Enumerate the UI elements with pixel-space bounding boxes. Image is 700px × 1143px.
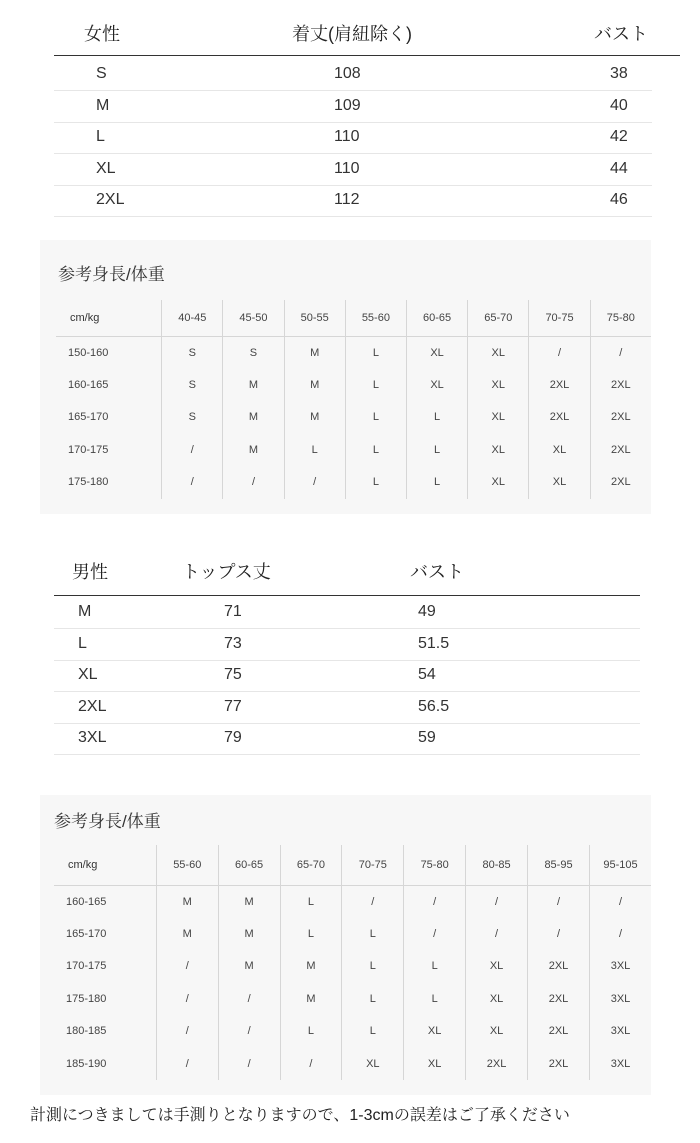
men-cell: 79 (224, 729, 242, 746)
men_ref-size-cell: M (156, 885, 218, 918)
women_ref-size-cell: 2XL (611, 443, 631, 456)
men-cell: 54 (418, 666, 436, 683)
men-size-row (54, 692, 640, 724)
men_ref-size-cell: / (404, 885, 466, 918)
women_ref-size-cell: / (619, 346, 623, 359)
men_ref-size-cell: M (218, 885, 280, 918)
women_ref-col-header: 70-75 (529, 300, 590, 336)
women_ref-col-header: 55-60 (345, 300, 406, 336)
men_ref-size-cell: / (618, 895, 623, 908)
women-size-row (54, 122, 652, 154)
women_ref-size-cell: S (162, 369, 223, 402)
men_ref-row-label: 185-190 (54, 1048, 156, 1081)
women_ref-size-cell: / (284, 466, 345, 499)
men_ref-col-header: 80-85 (466, 845, 528, 885)
women-reference-panel (40, 240, 651, 514)
women_ref-col-header: 75-80 (590, 300, 651, 336)
men-reference-panel (40, 795, 651, 1095)
men-size-row (54, 723, 640, 755)
women_ref-size-cell: XL (468, 336, 529, 369)
women_ref-grid-row (56, 336, 651, 369)
men_ref-size-cell: 2XL (466, 1048, 528, 1081)
men_ref-size-cell: 3XL (610, 992, 631, 1005)
women_ref-row-label: 175-180 (56, 466, 162, 499)
women-size-row (54, 59, 652, 91)
men_ref-size-cell: / (218, 1048, 280, 1081)
men_ref-size-cell: XL (466, 950, 528, 983)
men_ref-grid-row (54, 983, 651, 1016)
women_ref-size-cell: XL (468, 369, 529, 402)
men-size-row (54, 629, 640, 661)
women_ref-size-cell: L (406, 401, 467, 434)
men_ref-size-cell: 2XL (528, 1015, 590, 1048)
women-header-length: 着丈(肩紐除く) (292, 24, 412, 44)
men_ref-col-header: 95-105 (590, 845, 652, 885)
men_ref-corner-label: cm/kg (54, 845, 156, 885)
women-size-row (54, 185, 652, 217)
men_ref-size-cell: 2XL (528, 950, 590, 983)
women_ref-size-cell: M (284, 336, 345, 369)
men_ref-size-cell: 3XL (610, 960, 631, 973)
men_ref-size-cell: XL (404, 1048, 466, 1081)
women-header-divider (54, 55, 680, 56)
men_ref-size-cell: 3XL (610, 1057, 631, 1070)
women-cell: S (96, 65, 107, 82)
men_ref-grid-row (54, 950, 651, 983)
men_ref-row-label: 175-180 (54, 983, 156, 1016)
women_ref-size-cell: M (284, 401, 345, 434)
women-cell: 38 (610, 65, 628, 82)
men-cell: 73 (224, 634, 242, 652)
women_ref-row-label: 165-170 (56, 401, 162, 434)
men_ref-size-cell: M (280, 950, 342, 983)
women-cell: 42 (610, 128, 628, 145)
men-header-bust: バスト (410, 562, 464, 582)
women_ref-size-cell: / (162, 466, 223, 499)
men_ref-row-label: 170-175 (54, 950, 156, 983)
men_ref-size-cell: / (218, 1015, 280, 1048)
women_ref-size-cell: L (406, 466, 467, 499)
men_ref-size-cell: / (280, 1048, 342, 1081)
women_ref-corner-label: cm/kg (56, 300, 162, 336)
men_ref-size-cell: L (342, 950, 404, 983)
women_ref-size-cell: L (345, 401, 406, 434)
women_ref-size-cell: L (345, 434, 406, 467)
women_ref-size-cell: 2XL (529, 369, 590, 402)
men_ref-size-cell: 3XL (610, 1025, 631, 1038)
men_ref-size-cell: XL (342, 1048, 404, 1081)
women_ref-grid-row (56, 401, 651, 434)
men_ref-size-cell: M (218, 918, 280, 951)
men_ref-size-cell: 2XL (528, 983, 590, 1016)
women_ref-row-label: 170-175 (56, 434, 162, 467)
women_ref-col-header: 65-70 (468, 300, 529, 336)
men-header-size: 男性 (72, 562, 108, 582)
men_ref-size-cell: L (404, 950, 466, 983)
men_ref-size-cell: / (342, 885, 404, 918)
women-cell: 110 (334, 159, 360, 177)
men-cell: 2XL (78, 697, 107, 715)
men_ref-grid-row (54, 918, 651, 951)
men-cell: 77 (224, 697, 242, 715)
women_ref-size-cell: 2XL (611, 411, 631, 424)
men-reference-grid (54, 845, 651, 1080)
women-cell: 46 (610, 191, 628, 208)
women_ref-size-cell: M (223, 401, 284, 434)
women-cell: 112 (334, 191, 360, 208)
women-cell: 108 (334, 65, 361, 82)
men_ref-size-cell: L (342, 983, 404, 1016)
men_ref-size-cell: M (218, 950, 280, 983)
men_ref-size-cell: XL (466, 1015, 528, 1048)
women_ref-col-header: 50-55 (284, 300, 345, 336)
women-cell: 2XL (96, 191, 125, 208)
men-cell: 71 (224, 603, 242, 620)
women_ref-size-cell: XL (468, 401, 529, 434)
women-size-row (54, 91, 652, 123)
men_ref-grid-row (54, 1048, 651, 1081)
women_ref-size-cell: / (162, 434, 223, 467)
men_ref-size-cell: / (466, 918, 528, 951)
men_ref-grid-row (54, 1015, 651, 1048)
men_ref-size-cell: L (342, 918, 404, 951)
men-cell: 3XL (78, 729, 107, 746)
women_ref-col-header: 45-50 (223, 300, 284, 336)
men_ref-col-header: 55-60 (156, 845, 218, 885)
men_ref-size-cell: / (404, 918, 466, 951)
men_ref-size-cell: XL (466, 983, 528, 1016)
men_ref-col-header: 75-80 (404, 845, 466, 885)
women-size-row (54, 154, 652, 186)
women_ref-row-label: 150-160 (56, 336, 162, 369)
women_ref-size-cell: XL (529, 434, 590, 467)
women_ref-size-cell: M (223, 434, 284, 467)
men_ref-size-cell: L (280, 885, 342, 918)
women_ref-grid-row (56, 466, 651, 499)
men-header-length: トップス丈 (182, 562, 271, 582)
women_ref-size-cell: L (406, 434, 467, 467)
women-cell: 109 (334, 96, 361, 114)
women_ref-size-cell: S (162, 401, 223, 434)
women_ref-grid-row (56, 369, 651, 402)
women_ref-size-cell: S (162, 336, 223, 369)
women-cell: M (96, 96, 110, 114)
women-size-table (40, 0, 660, 220)
women_ref-size-cell: L (345, 466, 406, 499)
men_ref-size-cell: XL (404, 1015, 466, 1048)
women_ref-size-cell: 2XL (611, 476, 631, 489)
women_ref-size-cell: S (223, 336, 284, 369)
men-cell: L (78, 634, 87, 652)
men_ref-size-cell: 2XL (528, 1048, 590, 1081)
men_ref-size-cell: L (342, 1015, 404, 1048)
men_ref-size-cell: L (280, 1015, 342, 1048)
men_ref-size-cell: / (156, 950, 218, 983)
women_ref-size-cell: L (345, 336, 406, 369)
women_ref-size-cell: XL (468, 466, 529, 499)
men-cell: 51.5 (418, 634, 450, 652)
men-cell: XL (78, 666, 98, 683)
women-reference-grid (56, 300, 651, 499)
men-cell: 56.5 (418, 697, 450, 715)
women-reference-title: 参考身長/体重 (58, 265, 165, 284)
men_ref-size-cell: M (280, 983, 342, 1016)
women_ref-size-cell: M (223, 369, 284, 402)
men_ref-row-label: 160-165 (54, 885, 156, 918)
women_ref-size-cell: 2XL (611, 378, 631, 391)
women_ref-size-cell: L (284, 434, 345, 467)
men_ref-col-header: 65-70 (280, 845, 342, 885)
men_ref-size-cell: M (156, 918, 218, 951)
men_ref-row-label: 180-185 (54, 1015, 156, 1048)
women_ref-size-cell: XL (406, 369, 467, 402)
women_ref-size-cell: XL (468, 434, 529, 467)
men_ref-size-cell: / (156, 1048, 218, 1081)
men_ref-size-cell: / (156, 983, 218, 1016)
men_ref-size-cell: / (528, 918, 590, 951)
women-cell: 44 (610, 159, 628, 177)
measurement-note: 計測につきましては手測りとなりますので、1-3cmの誤差はご了承ください (30, 1107, 570, 1124)
men_ref-size-cell: / (528, 885, 590, 918)
men_ref-col-header: 70-75 (342, 845, 404, 885)
women_ref-size-cell: 2XL (529, 401, 590, 434)
men-header-divider (54, 595, 640, 596)
women_ref-size-cell: / (529, 336, 590, 369)
men_ref-size-cell: / (466, 885, 528, 918)
women_ref-size-cell: M (284, 369, 345, 402)
men_ref-size-cell: L (404, 983, 466, 1016)
men-size-row (54, 660, 640, 692)
women-cell: 110 (334, 128, 360, 145)
men-reference-title: 参考身長/体重 (54, 812, 161, 831)
men_ref-col-header: 85-95 (528, 845, 590, 885)
men_ref-grid-row (54, 885, 651, 918)
men_ref-size-cell: / (618, 927, 623, 940)
women_ref-size-cell: XL (529, 466, 590, 499)
men-size-row (54, 597, 640, 629)
women_ref-row-label: 160-165 (56, 369, 162, 402)
women-header-bust: バスト (594, 24, 648, 44)
men-cell: 49 (418, 603, 436, 620)
women-cell: L (96, 128, 105, 145)
men_ref-col-header: 60-65 (218, 845, 280, 885)
men_ref-size-cell: / (156, 1015, 218, 1048)
women_ref-size-cell: / (223, 466, 284, 499)
women_ref-grid-row (56, 434, 651, 467)
women_ref-col-header: 60-65 (406, 300, 467, 336)
men-cell: 59 (418, 729, 436, 746)
women-cell: 40 (610, 96, 628, 114)
women-cell: XL (96, 159, 116, 177)
men-cell: 75 (224, 666, 242, 683)
women_ref-col-header: 40-45 (162, 300, 223, 336)
women_ref-size-cell: XL (406, 336, 467, 369)
women-header-size: 女性 (84, 24, 120, 44)
men_ref-size-cell: L (280, 918, 342, 951)
women_ref-size-cell: L (345, 369, 406, 402)
men_ref-row-label: 165-170 (54, 918, 156, 951)
men-cell: M (78, 603, 92, 620)
men-size-table (40, 545, 660, 765)
men_ref-size-cell: / (218, 983, 280, 1016)
